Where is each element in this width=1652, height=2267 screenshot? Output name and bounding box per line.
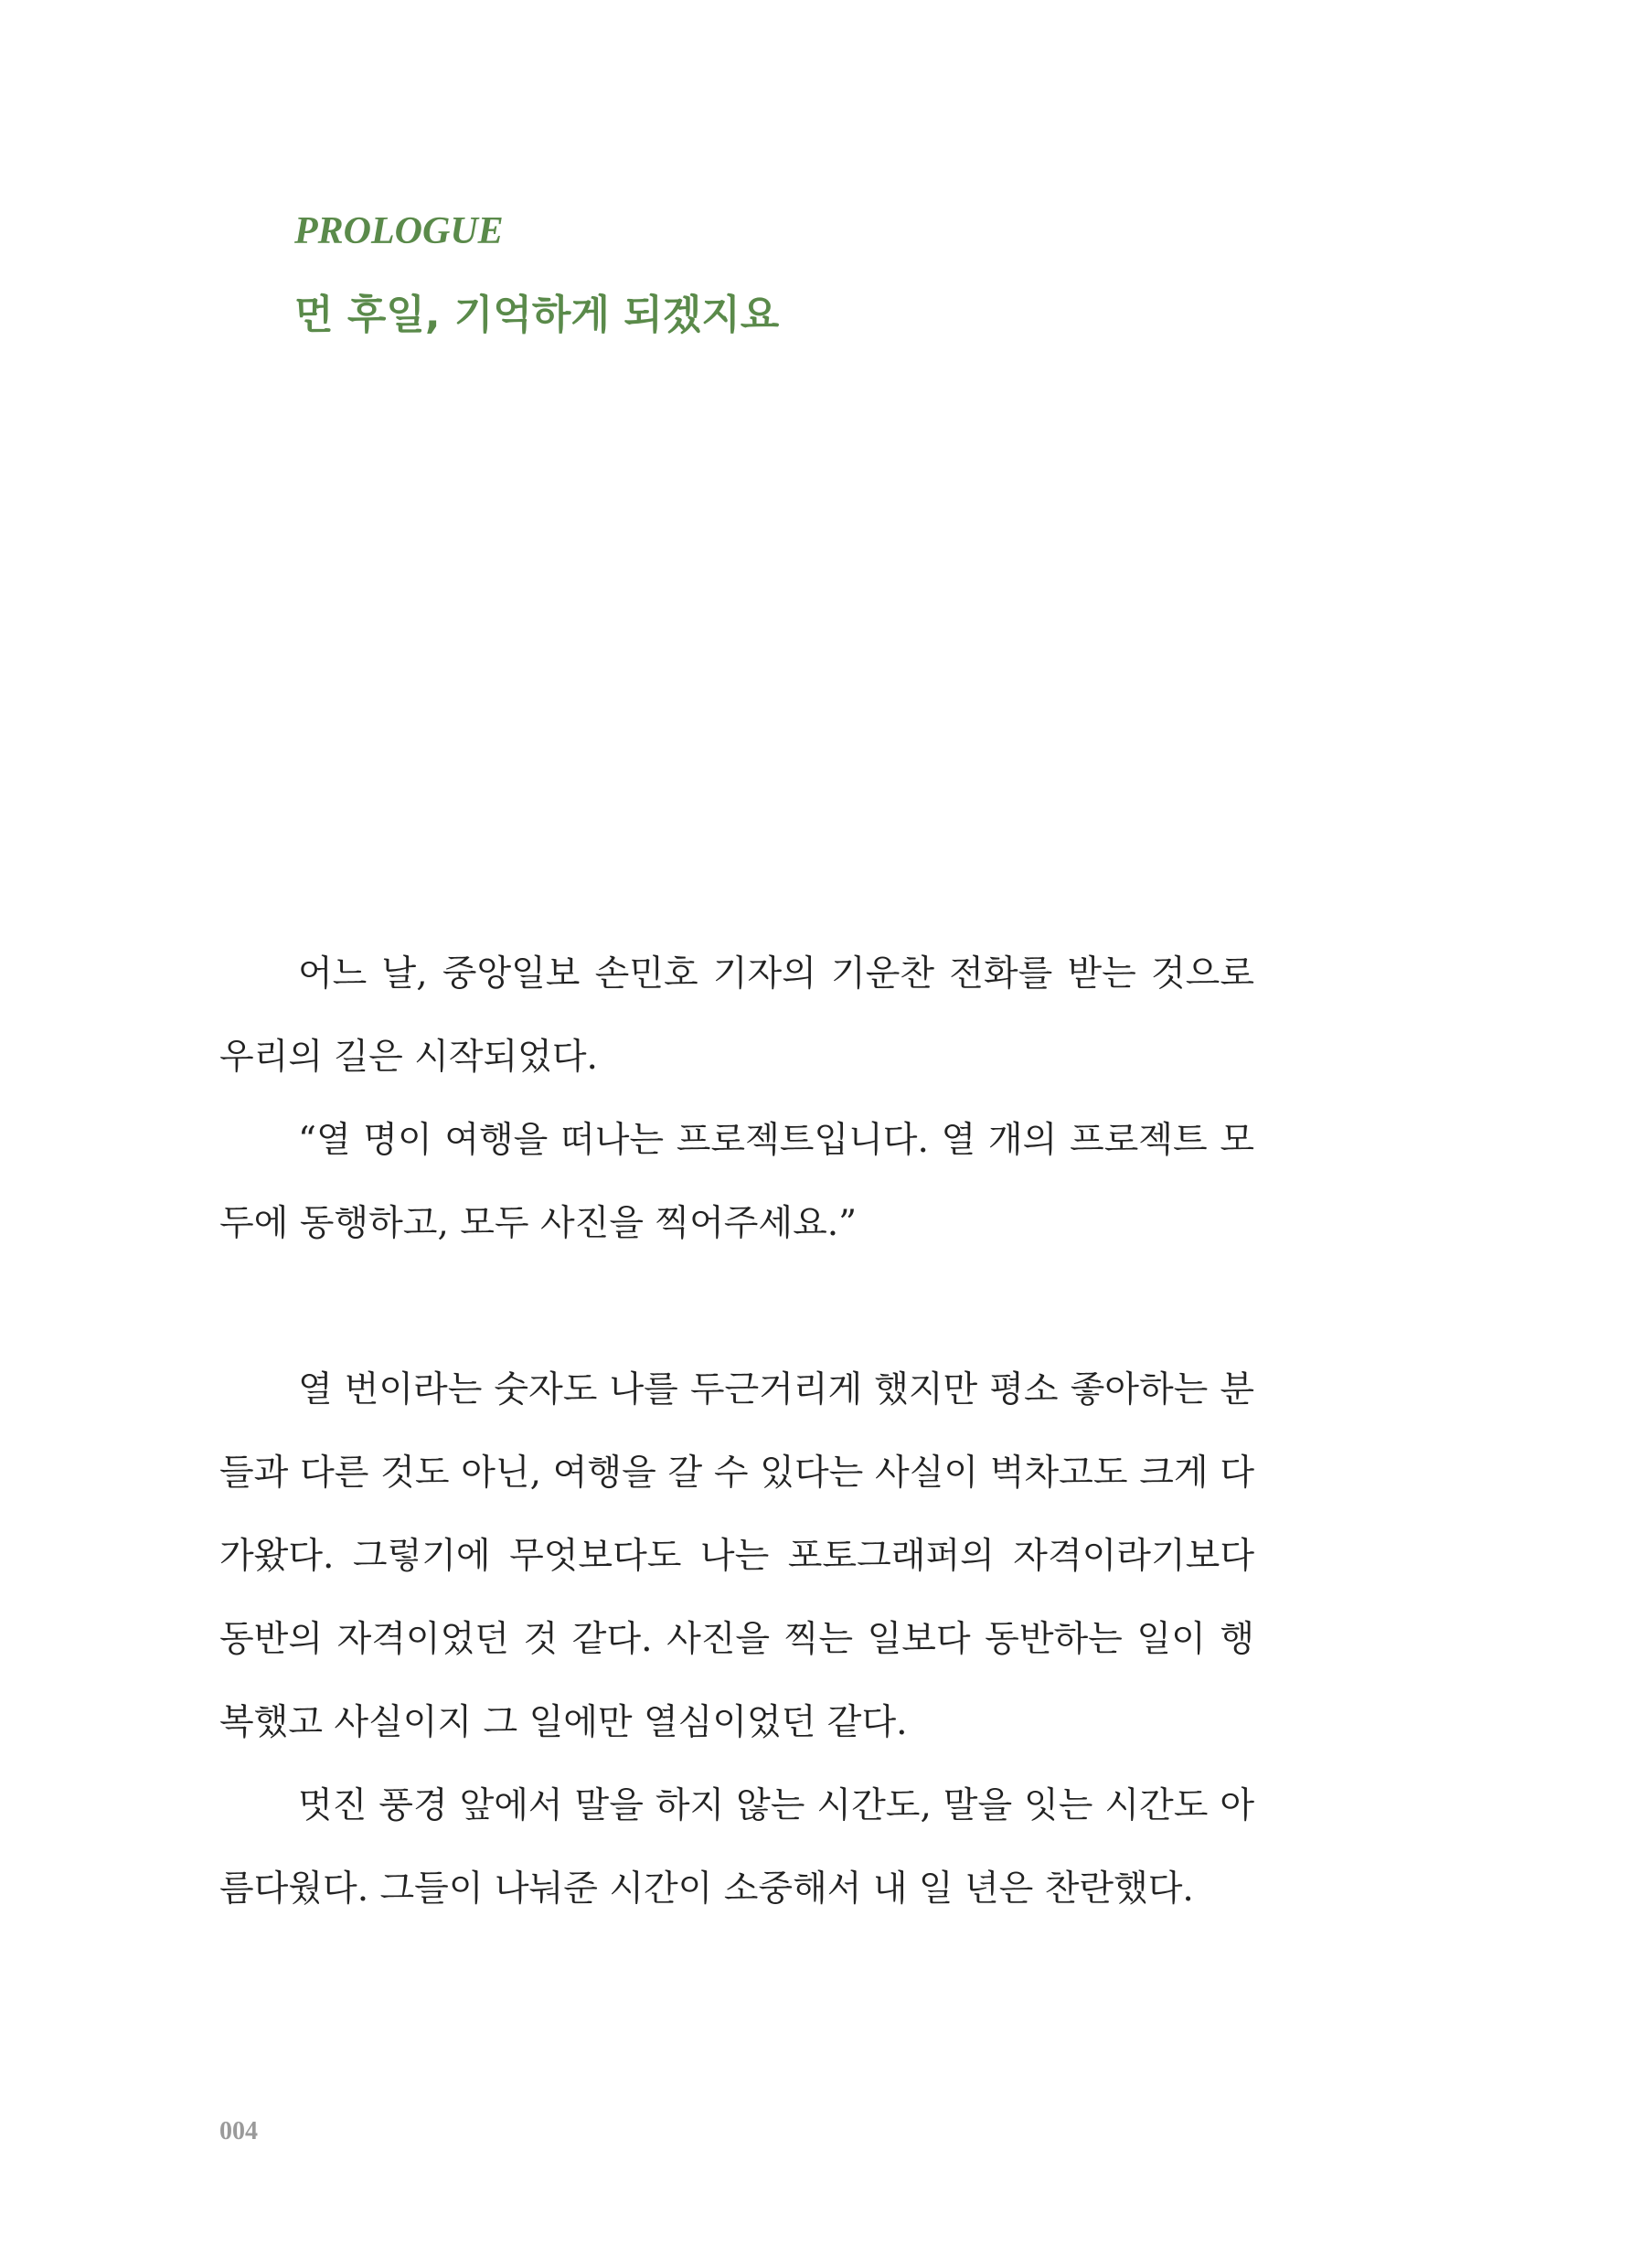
body-text: [219, 932, 1254, 1931]
chapter-label: PROLOGUE: [294, 210, 504, 252]
chapter-title: 먼 후일, 기억하게 되겠지요: [294, 292, 780, 338]
paragraph: “열 명이 여행을 떠나는 프로젝트입니다. 열 개의 프로젝트 모두에 동행하고, 모두 사진을 찍어주세요.”: [219, 1120, 1254, 1244]
page-number: 004: [219, 2117, 258, 2145]
paragraph: 어느 날, 중앙일보 손민호 기자의 기운찬 전화를 받는 것으로 우리의 길은 시작되었다.: [219, 953, 1254, 1078]
paragraph: 멋진 풍경 앞에서 말을 하지 않는 시간도, 말을 잇는 시간도 아름다웠다. 그들이 나눠준 시간이 소중해서 내 일 년은 찬란했다.: [219, 1785, 1254, 1910]
paragraph: 열 번이라는 숫자도 나를 두근거리게 했지만 평소 좋아하는 분들과 다른 것도 아닌, 여행을 갈 수 있다는 사실이 벅차고도 크게 다가왔다. 그렇기에 무엇보다도 나는 포토그래퍼의 자격이라기보다 동반의 자격이었던 것 같다. 사진을 찍는 일보다 동반하는 일이 행복했고 사실이지 그 일에만 열심이었던 같다.: [219, 1369, 1254, 1743]
paragraph-spacer: [219, 1265, 1254, 1348]
